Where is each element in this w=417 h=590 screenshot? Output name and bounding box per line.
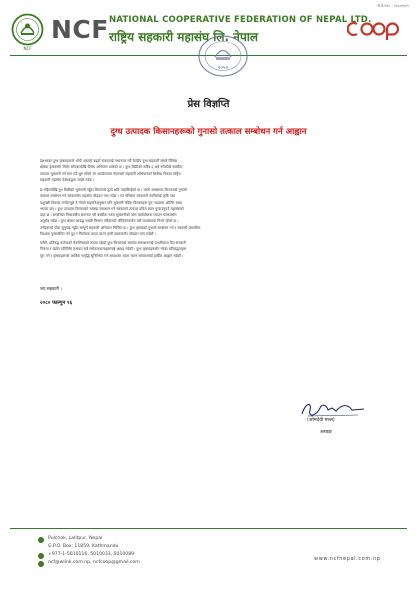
paragraph-line: देशभरका दुग्ध कृषकहरूले भोग्दै आएको बढ्दो संकटलाई मध्यनजर गर्दै केन्द्रीय दुग्ध सहकारी संघले विभिन्न xyxy=(40,159,177,163)
reference-number: च.नं.१२८ : २०८०/०८१ xyxy=(377,3,409,8)
paragraph-line: सहकारी महासंघ ऐक्यबद्धता जाहेर गर्दछ । xyxy=(40,177,95,182)
ncf-abbreviation: NCF xyxy=(51,15,109,44)
federation-nepali-name: राष्ट्रिय सहकारी महासंघ लि. नेपाल xyxy=(109,30,259,44)
ncf-emblem-icon xyxy=(11,13,44,52)
closing-greeting: जय सहकारी । xyxy=(40,286,62,291)
paragraph-line: भएका छन् । दुग्ध उत्पादक किसानको समस्या समाधान गर्न सरकारले तत्काल उचित ध्यान पुर्‍याउनुपर्ने महासंघको xyxy=(40,206,184,211)
paragraph-line: पशुपंक्षी विकास मन्त्रीज्यूले ने गरेको सहमतिअनुसार पनि भुक्तानी नदिँदा किसानहरू पुनः सडकमा ओर्लिन बाध्य xyxy=(40,200,183,205)
paragraph-2 xyxy=(40,187,385,237)
paragraph-line: ठहर छ । सम्बन्धित निकायबीच समन्वय गरी बक्यौता रकम भुक्तानीको ठोस कार्ययोजना ल्याउन सरकारसँग xyxy=(40,213,177,218)
paragraph-3 xyxy=(40,240,385,259)
coop-logo-icon xyxy=(347,18,401,40)
paragraph-line: क्षेत्रका कृषकसँग मिलेर सोमबारदेखि विरोध अभियान थालेको छ । दुग्ध बिक्रीको करिब ६ अर्ब रुपैयाँको बक्यौता xyxy=(40,165,183,170)
federation-english-name: NATIONAL COOPERATIVE FEDERATION OF NEPAL LTD. xyxy=(109,15,372,25)
phone-icon xyxy=(38,553,44,559)
paragraph-1 xyxy=(40,158,385,183)
footer-email: ncf@wlink.com.np, ncfcoop@gmail.com xyxy=(48,560,140,565)
seal-year: २०५० xyxy=(217,65,229,71)
paragraph-line: यसैले, प्रतिवद्ध कर्तव्यको वैकल्पिकको रूपमा रहेको दुग्ध किसानको समस्या समाधानलाई प्राथमिकता दिन सरकारी xyxy=(40,241,186,245)
footer-website[interactable]: www.ncfnepal.com.np xyxy=(314,556,381,562)
email-icon xyxy=(38,561,44,567)
paragraph-line: छ महिनादेखि दुध बिक्रीको भुक्तानी नहुँदा किसानले ठूलो क्षति व्यहोरिरहेको छ । यस्तो अवस्थामा किसानको गुनासो xyxy=(40,188,187,192)
document-title: प्रेस विज्ञप्ति xyxy=(187,99,230,110)
footer-address-line-1: Pulchok, Lalitpur, Nepal xyxy=(48,536,103,541)
paragraph-line: पूरा गर्न र कृषकहरूको आर्थिक समृद्धि सुनिश्चित गर्न आवश्यक कदम चाल्न सरकारलाई हार्दिक आह्वान गर्दछौं । xyxy=(40,253,184,258)
footer-address-line-2: G.P.O. Box: 11859, Kathmandu xyxy=(48,544,119,549)
signatory-role: अध्यक्ष xyxy=(320,430,332,435)
paragraph-line: विश्वास पुनर्स्थापित गर्न दूत र निर्णायक कदम चाल्न हामी सरकारसँग जोडदार माग गर्दछौं । xyxy=(40,232,156,237)
letter-date: २०८० फाल्गुन १६ xyxy=(40,300,73,306)
footer-divider xyxy=(10,528,407,529)
footer-phone: +977-1-5010116, 5010033, 5010089 xyxy=(48,552,135,557)
document-subtitle: दुग्ध उत्पादक किसानहरूको गुनासो तत्काल सम्बोधन गर्न आह्वान xyxy=(110,127,307,137)
svg-text:NCF: NCF xyxy=(23,46,32,51)
signatory-name: (ओमदेवी मल्ल) xyxy=(307,418,335,423)
location-icon xyxy=(38,537,44,543)
paragraph-line: अनुरोध गर्दछ । दुग्ध क्षेत्रमा आबद्ध लाखौं किसान परिवारको जीविकोपार्जन यसै व्यवसायमा निर्भर रहेको छ । xyxy=(40,219,179,224)
paragraph-line: तत्काल सम्बोधन गर्न सरकारसँग महासंघ जोडदार माग गर्दछ । गत मंसिरमा सरकारले तपसिलाई कृषि तथा xyxy=(40,194,175,199)
paragraph-line: उनीहरूको पीडा सुनुवाइ नहुँदा सम्पूर्ण सहकारी अभियान चिन्तित छ । दुग्ध कृषकको गुनासो सम्बोधन गर्न र सरकारी प्रणालीमा xyxy=(40,225,201,230)
paragraph-line: निकाय र उद्योग प्रतिनिधि लगायत सबै सरोकारवालाहरूलाई आग्रह गर्दछौं । दुग्ध कृषकहरूसँग गरेका प्रतिबद्धताहरू xyxy=(40,247,187,252)
federation-seal-icon xyxy=(193,31,253,81)
paragraph-line: तत्काल भुक्तानी गर्न माग गर्दै शुरु गरेको सो आन्दोलनमा नेपालको सहकारी अभियानको शिर्षस्थ निकाय राष्ट्रिय xyxy=(40,171,181,176)
